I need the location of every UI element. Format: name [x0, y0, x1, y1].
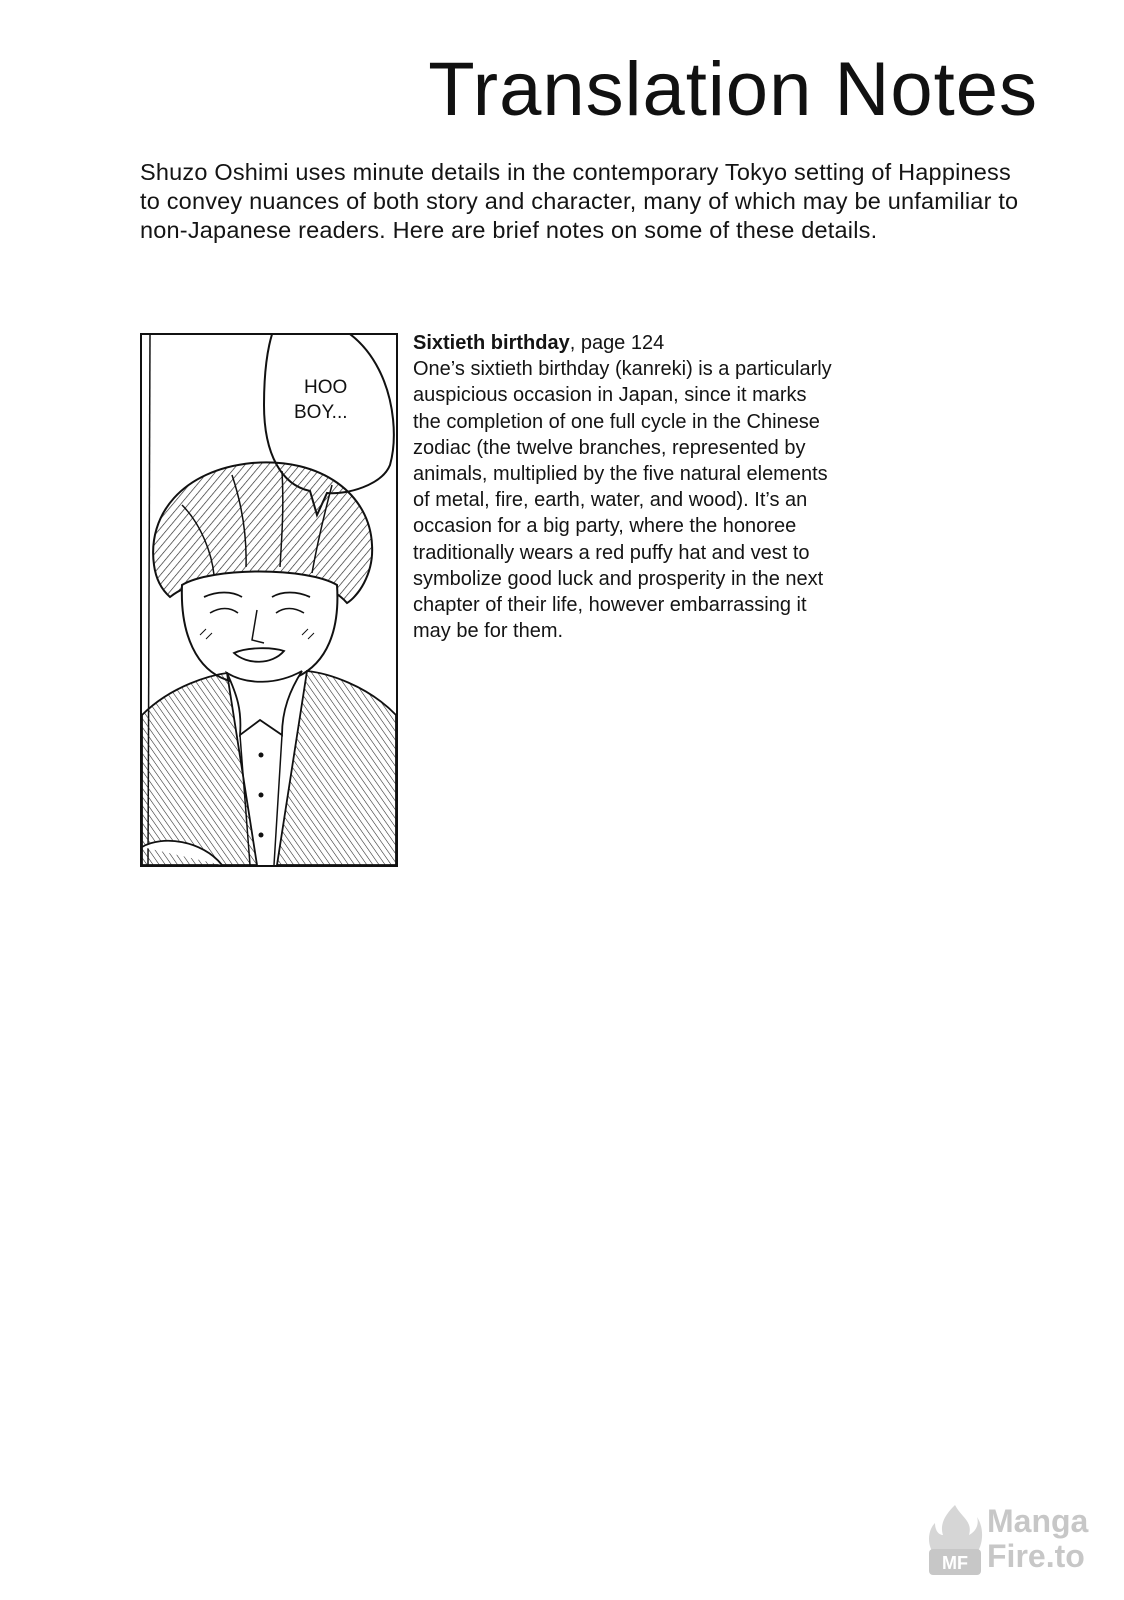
- note-body: One’s sixtieth birthday (kanreki) is a particularly auspicious occasion in Japan, since it marks the completion of one full cycle in the Chinese zodiac (the twelve branches, represented by animals, multiplied by the five natural elements of metal, fire, earth, water, and wood). It’s an occasion for a big party, where the honoree traditionally wears a red puffy hat and vest to symbolize good luck and prosperity in the next chapter of their life, however embarrassing it may be for them.: [413, 358, 832, 643]
- note-sixtieth-birthday: [413, 330, 833, 644]
- watermark-line-2: Fire.to: [987, 1538, 1085, 1574]
- note-term: Sixtieth birthday: [413, 332, 570, 354]
- page-title: Translation Notes: [428, 47, 1038, 132]
- manga-illustration: [142, 335, 396, 865]
- note-heading: [413, 330, 833, 356]
- intro-paragraph: Shuzo Oshimi uses minute details in the contemporary Tokyo setting of Happiness to convey nuances of both story and character, many of which may be unfamiliar to non-Japanese readers. Here are brief notes on some of these details.: [140, 159, 1019, 243]
- note-page-reference: , page 124: [569, 332, 665, 354]
- old-man-face: [182, 572, 338, 685]
- speech-line-1: HOO: [304, 377, 348, 398]
- mangafire-watermark: [925, 1503, 1105, 1577]
- logo-letters: MF: [942, 1553, 968, 1573]
- jacket-illustration: [142, 671, 396, 865]
- flame-logo-icon: [925, 1503, 985, 1577]
- manga-panel: [140, 333, 398, 867]
- watermark-line-1: Manga: [987, 1503, 1089, 1539]
- speech-line-2: BOY...: [294, 402, 348, 423]
